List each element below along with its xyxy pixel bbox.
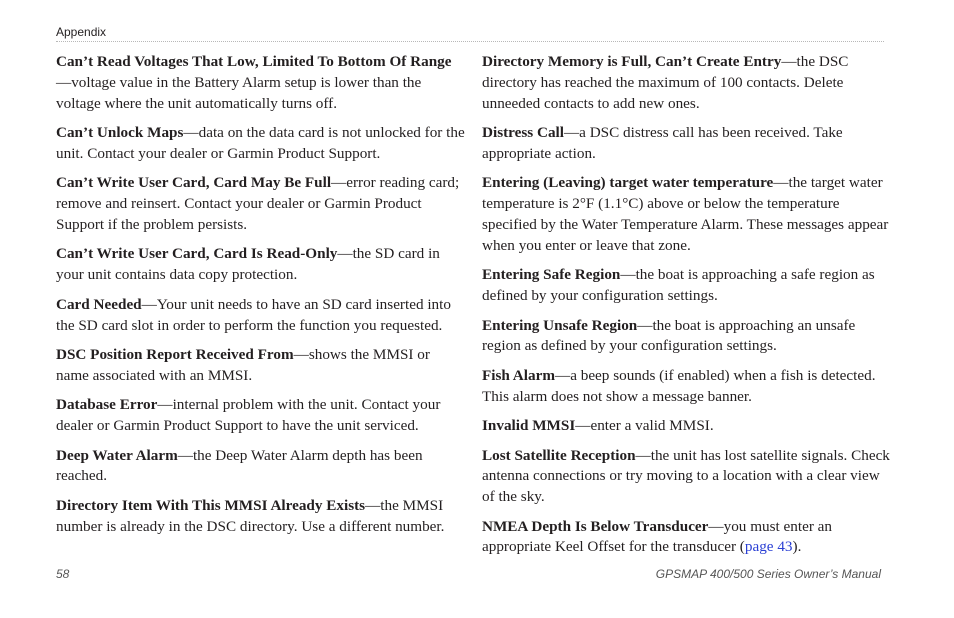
message-term: Invalid MMSI [482,417,576,435]
message-entry [56,52,466,114]
message-description: —the SD card in your unit contains data copy protection. [56,245,440,284]
message-term: Can’t Unlock Maps [56,124,184,142]
message-description: —a beep sounds (if enabled) when a fish is detected. This alarm does not show a message banner. [482,366,876,405]
message-entry [482,366,892,408]
message-entry [482,123,892,165]
message-description: —internal problem with the unit. Contact your dealer or Garmin Product Support to have the unit serviced. [56,396,441,435]
message-entry [56,244,466,286]
manual-title: GPSMAP 400/500 Series Owner’s Manual [655,567,881,581]
message-term: Card Needed [56,295,142,313]
message-entry [482,52,892,114]
message-term: Lost Satellite Reception [482,446,636,464]
message-term: NMEA Depth Is Below Transducer [482,517,709,535]
message-term: Entering (Leaving) target water temperature [482,174,774,192]
message-description: —the boat is approaching a safe region as defined by your configuration settings. [482,266,875,305]
message-description: —data on the data card is not unlocked for the unit. Contact your dealer or Garmin Product Support. [56,124,465,162]
message-description: —error reading card; remove and reinsert. Contact your dealer or Garmin Product Support if the problem persists. [56,174,460,233]
message-description: —the target water temperature is 2°F (1.1°C) above or below the temperature specified by the Water Temperature Alarm. These messages appear when you enter or leave that zone. [482,174,889,254]
message-entry [56,446,466,488]
message-entry [56,345,466,387]
message-description: —the Deep Water Alarm depth has been reached. [56,446,423,485]
message-term: DSC Position Report Received From [56,346,294,363]
message-description: —Your unit needs to have an SD card inserted into the SD card slot in order to perform the function you requested. [56,295,451,334]
message-term: Fish Alarm [482,366,555,384]
message-entry [482,173,892,256]
message-entry [482,517,892,559]
message-term: Can’t Write User Card, Card May Be Full [56,174,332,192]
message-term: Entering Safe Region [482,266,621,284]
message-description-end: ). [792,538,802,556]
message-entry [482,265,892,307]
message-description: —the boat is approaching an unsafe region as defined by your configuration settings. [482,316,856,355]
page-number: 58 [56,567,70,581]
message-entry [482,316,892,358]
message-description: —you must enter an appropriate Keel Offset for the transducer ( [482,517,833,556]
left-column [56,52,466,546]
message-term: Can’t Read Voltages That Low, Limited To Bottom Of Range [56,53,452,70]
message-entry [56,123,466,165]
message-description: —a DSC distress call has been received. Take appropriate action. [482,124,843,162]
message-entry [56,295,466,337]
message-term: Can’t Write User Card, Card Is Read-Only [56,245,338,263]
page-link[interactable]: page 43 [744,538,793,556]
right-column [482,52,892,567]
message-description: —shows the MMSI or name associated with an MMSI. [56,346,430,384]
message-entry [56,395,466,437]
message-term: Directory Item With This MMSI Already Exists [56,496,366,514]
message-entry [482,416,892,437]
message-term: Entering Unsafe Region [482,316,638,334]
message-description: —the unit has lost satellite signals. Check antenna connections or try moving to a location with a clear view of the sky. [482,446,890,506]
message-description: —enter a valid MMSI. [575,417,714,435]
message-description: —the DSC directory has reached the maximum of 100 contacts. Delete unneeded contacts to add new ones. [482,53,849,112]
message-entry [56,173,466,235]
message-entry [56,496,466,538]
message-description: —the MMSI number is already in the DSC directory. Use a different number. [56,496,445,535]
header-divider [56,41,884,42]
message-description: —voltage value in the Battery Alarm setup is lower than the voltage where the unit automatically turns off. [56,73,422,112]
section-header: Appendix [56,25,107,39]
message-term: Database Error [56,396,158,414]
message-term: Distress Call [482,124,564,142]
message-entry [482,446,892,508]
message-term: Deep Water Alarm [56,446,178,464]
message-term: Directory Memory is Full, Can’t Create Entry [482,53,782,70]
